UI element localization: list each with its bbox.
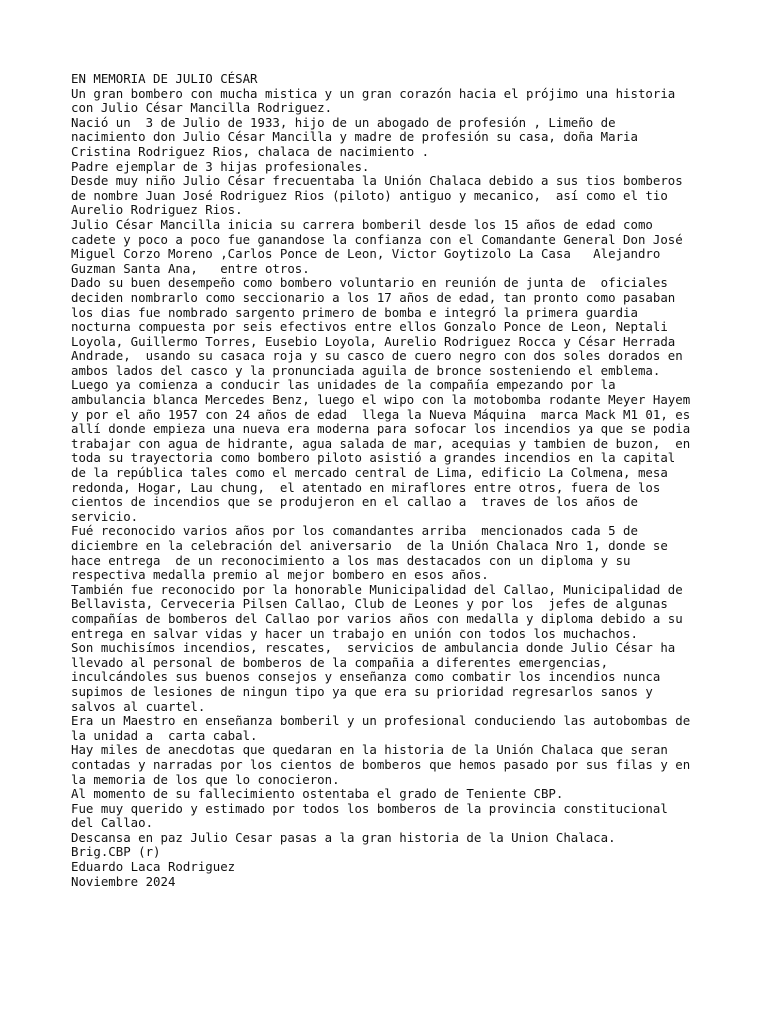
- text-line: servicio.: [71, 508, 139, 524]
- text-line: inculcándoles sus buenos consejos y enseñanza como combatir los incendios nunca: [71, 669, 661, 685]
- text-line: la memoria de los que lo conocieron.: [71, 771, 340, 787]
- text-line: Guzman Santa Ana, entre otros.: [71, 260, 310, 276]
- text-line: Desde muy niño Julio César frecuentaba la Unión Chalaca debido a sus tios bomberos: [71, 173, 683, 189]
- text-line: Andrade, usando su casaca roja y su casco de cuero negro con dos soles dorados en: [71, 348, 683, 364]
- text-line: Miguel Corzo Moreno ,Carlos Ponce de Leon, Victor Goytizolo La Casa Alejandro: [71, 246, 661, 262]
- text-line: toda su trayectoria como bombero piloto asistió a grandes incendios en la capital: [71, 450, 676, 466]
- signature-rank: Brig.CBP (r): [71, 844, 161, 860]
- text-line: trabajar con agua de hidrante, agua salada de mar, acequias y tambien de buzon, en: [71, 435, 691, 451]
- text-line: supimos de lesiones de ningun tipo ya que era su prioridad regresarlos sanos y: [71, 683, 653, 699]
- text-line: Al momento de su fallecimiento ostentaba el grado de Teniente CBP.: [71, 786, 564, 802]
- signature-date: Noviembre 2024: [71, 873, 176, 889]
- text-line: nacimiento don Julio César Mancilla y madre de profesión su casa, doña Maria: [71, 129, 638, 145]
- text-line: Fué reconocido varios años por los comandantes arriba mencionados cada 5 de: [71, 523, 638, 539]
- text-line: salvos al cuartel.: [71, 698, 206, 714]
- text-line: Era un Maestro en enseñanza bomberil y un profesional conduciendo las autobombas de: [71, 713, 691, 729]
- text-line: Nació un 3 de Julio de 1933, hijo de un abogado de profesión , Limeño de: [71, 114, 616, 130]
- text-line: la unidad a carta cabal.: [71, 727, 258, 743]
- text-line: Son muchisímos incendios, rescates, servicios de ambulancia donde Julio César ha: [71, 640, 676, 656]
- text-line: compañías de bomberos del Callao por varios años con medalla y diploma debido a su: [71, 610, 683, 626]
- text-line: con Julio César Mancilla Rodriguez.: [71, 100, 333, 116]
- text-line: Descansa en paz Julio Cesar pasas a la gran historia de la Union Chalaca.: [71, 829, 616, 845]
- text-line: Cristina Rodriguez Rios, chalaca de nacimiento .: [71, 143, 430, 159]
- text-line: Bellavista, Cerveceria Pilsen Callao, Club de Leones y por los jefes de algunas: [71, 596, 668, 612]
- document-title: EN MEMORIA DE JULIO CÉSAR: [71, 71, 258, 86]
- text-line: cadete y poco a poco fue ganandose la confianza con el Comandante General Don José: [71, 231, 683, 247]
- text-line: Hay miles de anecdotas que quedaran en la historia de la Unión Chalaca que seran: [71, 742, 668, 758]
- text-line: ambulancia blanca Mercedes Benz, luego el wipo con la motobomba rodante Meyer Hayem: [71, 392, 691, 408]
- text-line: redonda, Hogar, Lau chung, el atentado en miraflores entre otros, fuera de los: [71, 479, 661, 495]
- text-line: los dias fue nombrado sargento primero de bomba e integró la primera guardia: [71, 304, 638, 320]
- text-line: cientos de incendios que se produjeron en el callao a traves de los años de: [71, 494, 638, 510]
- text-line: También fue reconocido por la honorable Municipalidad del Callao, Municipalidad de: [71, 581, 683, 597]
- document-page: [71, 72, 711, 889]
- text-line: diciembre en la celebración del aniversario de la Unión Chalaca Nro 1, donde se: [71, 538, 668, 553]
- text-line: de nombre Juan José Rodriguez Rios (piloto) antiguo y mecanico, así como el tio: [71, 187, 668, 203]
- text-line: del Callao.: [71, 815, 154, 831]
- text-line: Padre ejemplar de 3 hijas profesionales.: [71, 158, 370, 174]
- text-line: Un gran bombero con mucha mistica y un gran corazón hacia el prójimo una historia: [71, 85, 676, 101]
- text-line: hace entrega de un reconocimiento a los mas destacados con un diploma y su: [71, 552, 631, 568]
- text-line: contadas y narradas por los cientos de bomberos que hemos pasado por sus filas y en: [71, 756, 691, 772]
- text-line: Aurelio Rodriguez Rios.: [71, 202, 243, 218]
- text-line: Fue muy querido y estimado por todos los bomberos de la provincia constitucional: [71, 800, 668, 816]
- text-line: Luego ya comienza a conducir las unidades de la compañía empezando por la: [71, 377, 616, 393]
- text-line: llevado al personal de bomberos de la compañia a diferentes emergencias,: [71, 654, 609, 670]
- text-line: deciden nombrarlo como seccionario a los 17 años de edad, tan pronto como pasaban: [71, 289, 676, 305]
- text-line: entrega en salvar vidas y hacer un trabajo en unión con todos los muchachos.: [71, 625, 638, 641]
- text-line: Dado su buen desempeño como bombero voluntario en reunión de junta de oficiales: [71, 275, 668, 291]
- text-line: y por el año 1957 con 24 años de edad llega la Nueva Máquina marca Mack M1 01, es: [71, 406, 691, 422]
- text-line: allí donde empieza una nueva era moderna para sofocar los incendios ya que se podia: [71, 421, 691, 437]
- text-line: ambos lados del casco y la pronunciada aguila de bronce sosteniendo el emblema.: [71, 362, 661, 378]
- text-line: nocturna compuesta por seis efectivos entre ellos Gonzalo Ponce de Leon, Neptali: [71, 319, 668, 335]
- text-line: Julio César Mancilla inicia su carrera bomberil desde los 15 años de edad como: [71, 216, 653, 232]
- signature-name: Eduardo Laca Rodriguez: [71, 859, 236, 875]
- text-line: de la república tales como el mercado central de Lima, edificio La Colmena, mesa: [71, 465, 668, 481]
- text-line: respectiva medalla premio al mejor bombero en esos años.: [71, 567, 489, 583]
- text-line: Loyola, Guillermo Torres, Eusebio Loyola, Aurelio Rodriguez Rocca y César Herrada: [71, 333, 676, 349]
